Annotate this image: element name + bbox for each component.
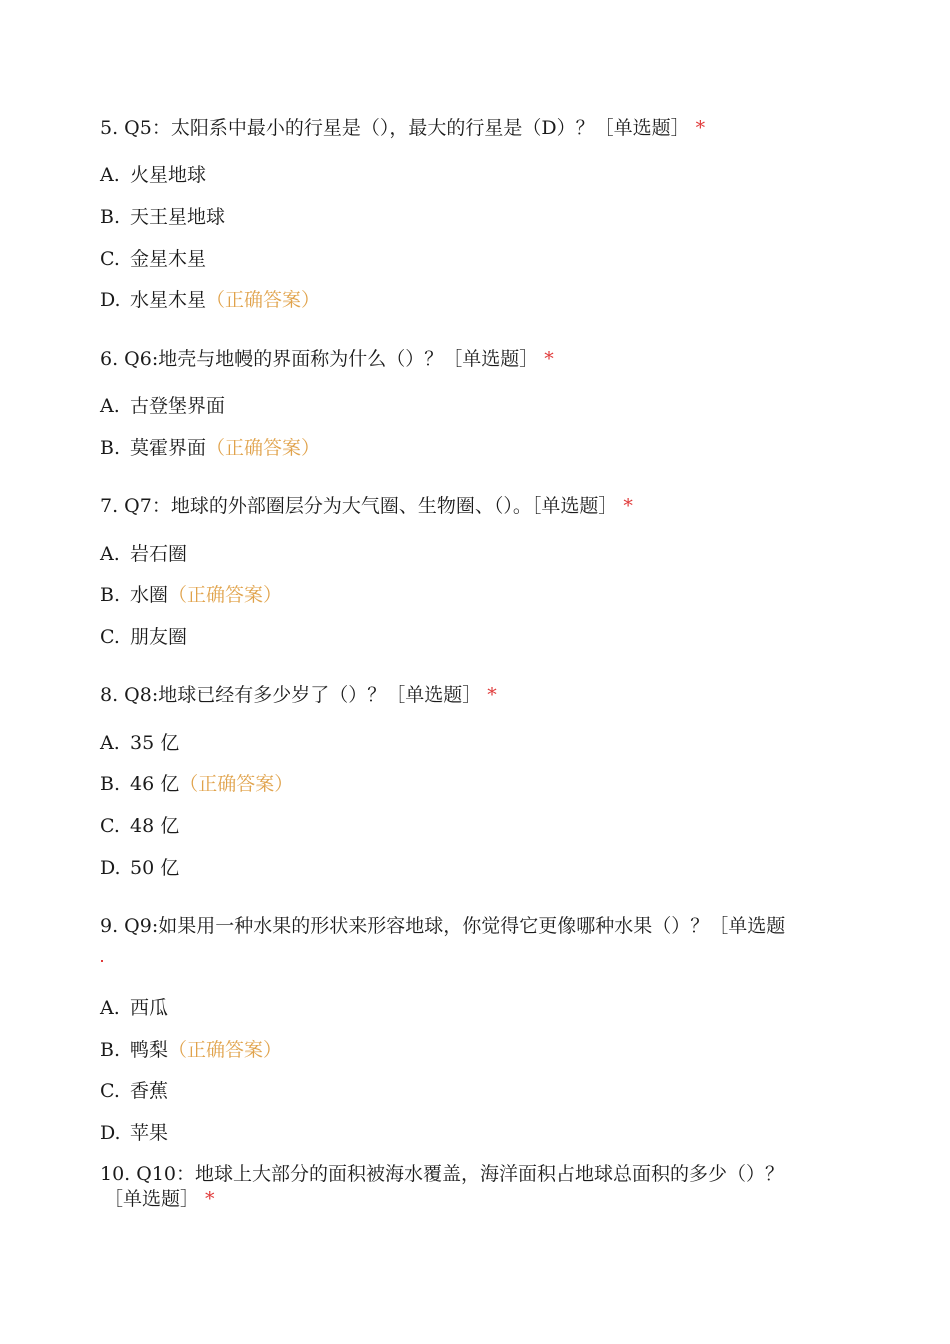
question-8-title: 8. Q8:地球已经有多少岁了（）？［单选题］ *: [100, 684, 497, 706]
correct-answer-tag: （正确答案）: [168, 1039, 283, 1061]
question-9-option-b: B. 鸭梨（正确答案）: [100, 1039, 283, 1061]
question-6-option-b: B. 莫霍界面（正确答案）: [100, 437, 321, 459]
correct-answer-tag: （正确答案）: [206, 437, 321, 459]
correct-answer-tag: （正确答案）: [168, 584, 283, 606]
question-8-option-a: A. 35 亿: [100, 732, 180, 754]
required-mark: *: [623, 495, 633, 517]
question-5-option-a: A. 火星地球: [100, 164, 207, 186]
question-10-title: 10. Q10：地球上大部分的面积被海水覆盖，海洋面积占地球总面积的多少（）？: [100, 1163, 785, 1185]
correct-answer-tag: （正确答案）: [206, 289, 321, 311]
question-8-option-d: D. 50 亿: [100, 857, 180, 879]
question-10-title-line2: ［单选题］ *: [104, 1188, 215, 1210]
question-5-title: 5. Q5：太阳系中最小的行星是（），最大的行星是（D）？［单选题］ *: [100, 117, 706, 139]
question-5-option-c: C. 金星木星: [100, 248, 207, 270]
question-6-title: 6. Q6:地壳与地幔的界面称为什么（）？［单选题］ *: [100, 348, 554, 370]
question-9-option-d: D. 苹果: [100, 1122, 169, 1144]
question-9-option-c: C. 香蕉: [100, 1080, 169, 1102]
correct-answer-tag: （正确答案）: [179, 773, 294, 795]
question-9-option-a: A. 西瓜: [100, 997, 169, 1019]
question-7-option-a: A. 岩石圈: [100, 543, 188, 565]
required-mark: *: [695, 117, 706, 139]
question-8-option-c: C. 48 亿: [100, 815, 180, 837]
question-7-option-b: B. 水圈（正确答案）: [100, 584, 283, 606]
required-mark-fragment: [101, 960, 103, 962]
required-mark: *: [205, 1188, 215, 1210]
required-mark: *: [544, 348, 554, 370]
question-7-title: 7. Q7：地球的外部圈层分为大气圈、生物圈、（）。［单选题］ *: [100, 495, 633, 517]
question-5-option-d: D. 水星木星（正确答案）: [100, 289, 321, 311]
question-5-option-b: B. 天王星地球: [100, 206, 226, 228]
question-7-option-c: C. 朋友圈: [100, 626, 188, 648]
question-8-option-b: B. 46 亿（正确答案）: [100, 773, 294, 795]
question-6-option-a: A. 古登堡界面: [100, 395, 226, 417]
question-9-title: 9. Q9:如果用一种水果的形状来形容地球，你觉得它更像哪种水果（）？［单选题: [100, 915, 786, 937]
required-mark: *: [487, 684, 497, 706]
